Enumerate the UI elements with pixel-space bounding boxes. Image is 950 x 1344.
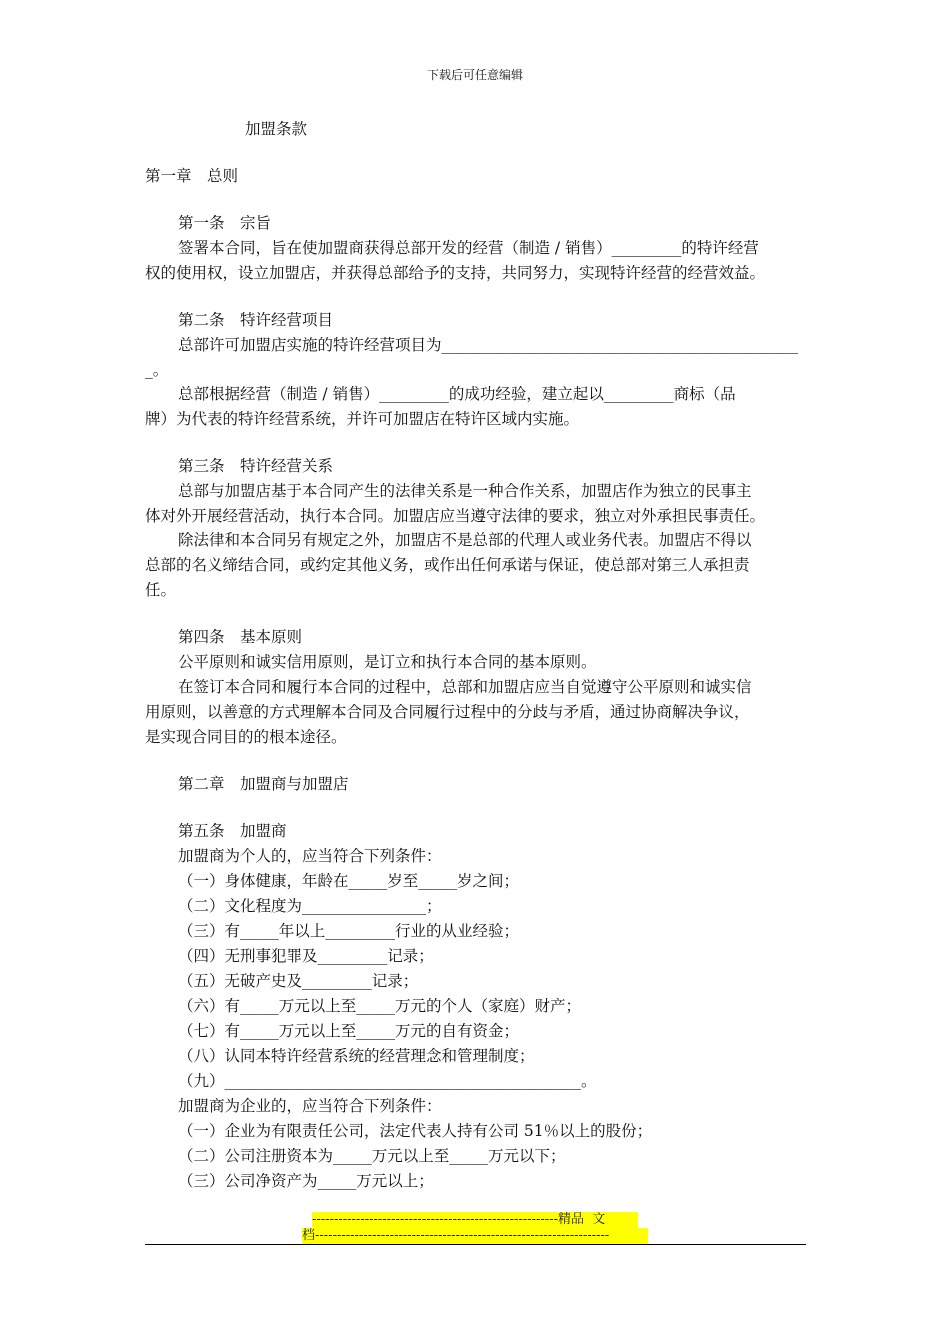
document-title: 加盟条款 [245, 120, 308, 138]
article-1-heading: 第一条 宗旨 [178, 214, 272, 232]
body-line: 公平原则和诚实信用原则，是订立和执行本合同的基本原则。 [178, 653, 597, 671]
body-line: 总部与加盟店基于本合同产生的法律关系是一种合作关系，加盟店作为独立的民事主 [178, 482, 752, 500]
body-line: 权的使用权，设立加盟店，并获得总部给予的支持，共同努力，实现特许经营的经营效益。 [145, 264, 766, 282]
list-item: （三）公司净资产为_____万元以上； [178, 1172, 434, 1190]
body-line: _。 [145, 361, 169, 379]
list-item: （二）文化程度为________________； [178, 897, 442, 915]
list-item: （九）______________________________________________。 [178, 1072, 597, 1090]
list-item: （八）认同本特许经营系统的经营理念和管理制度； [178, 1047, 535, 1065]
list-item: （五）无破产史及_________记录； [178, 972, 419, 990]
body-line: 在签订本合同和履行本合同的过程中，总部和加盟店应当自觉遵守公平原则和诚实信 [178, 678, 752, 696]
list-item: （一）身体健康，年龄在_____岁至_____岁之间； [178, 872, 520, 890]
body-line: 用原则，以善意的方式理解本合同及合同履行过程中的分歧与矛盾，通过协商解决争议， [145, 703, 750, 721]
body-line: 体对外开展经营活动，执行本合同。加盟店应当遵守法律的要求，独立对外承担民事责任。 [145, 507, 766, 525]
article-3-heading: 第三条 特许经营关系 [178, 457, 334, 475]
body-line: 总部许可加盟店实施的特许经营项目为______________________________________________ [178, 336, 799, 354]
body-line: 加盟商为个人的，应当符合下列条件： [178, 847, 442, 865]
footer-rule [145, 1244, 806, 1245]
list-item: （一）企业为有限责任公司，法定代表人持有公司 51％以上的股份； [178, 1122, 653, 1140]
chapter-2-heading: 第二章 加盟商与加盟店 [178, 775, 349, 793]
body-line: 加盟商为企业的，应当符合下列条件： [178, 1097, 442, 1115]
article-2-heading: 第二条 特许经营项目 [178, 311, 334, 329]
body-line: 总部的名义缔结合同，或约定其他义务，或作出任何承诺与保证，使总部对第三人承担责 [145, 556, 750, 574]
body-line: 牌）为代表的特许经营系统，并许可加盟店在特许区域内实施。 [145, 410, 580, 428]
article-4-heading: 第四条 基本原则 [178, 628, 303, 646]
list-item: （六）有_____万元以上至_____万元的个人（家庭）财产； [178, 997, 582, 1015]
list-item: （七）有_____万元以上至_____万元的自有资金； [178, 1022, 520, 1040]
body-line: 是实现合同目的的根本途径。 [145, 728, 347, 746]
list-item: （三）有_____年以上_________行业的从业经验； [178, 922, 520, 940]
article-5-heading: 第五条 加盟商 [178, 822, 287, 840]
body-line: 除法律和本合同另有规定之外，加盟店不是总部的代理人或业务代表。加盟店不得以 [178, 531, 752, 549]
body-line: 任。 [145, 581, 177, 599]
body-line: 签署本合同，旨在使加盟商获得总部开发的经营（制造 / 销售）_________的特许经营 [178, 239, 759, 257]
list-item: （二）公司注册资本为_____万元以上至_____万元以下； [178, 1147, 566, 1165]
footer-watermark-line-2: 档------------------------------------------------------------------- [302, 1228, 648, 1244]
body-line: 总部根据经营（制造 / 销售）_________的成功经验，建立起以_________商标（品 [178, 385, 736, 403]
header-note: 下载后可任意编辑 [426, 68, 523, 82]
footer-watermark-line-1: --------------------------------------------------------精品 文 [312, 1212, 638, 1228]
chapter-1-heading: 第一章 总则 [145, 167, 239, 185]
list-item: （四）无刑事犯罪及_________记录； [178, 947, 434, 965]
